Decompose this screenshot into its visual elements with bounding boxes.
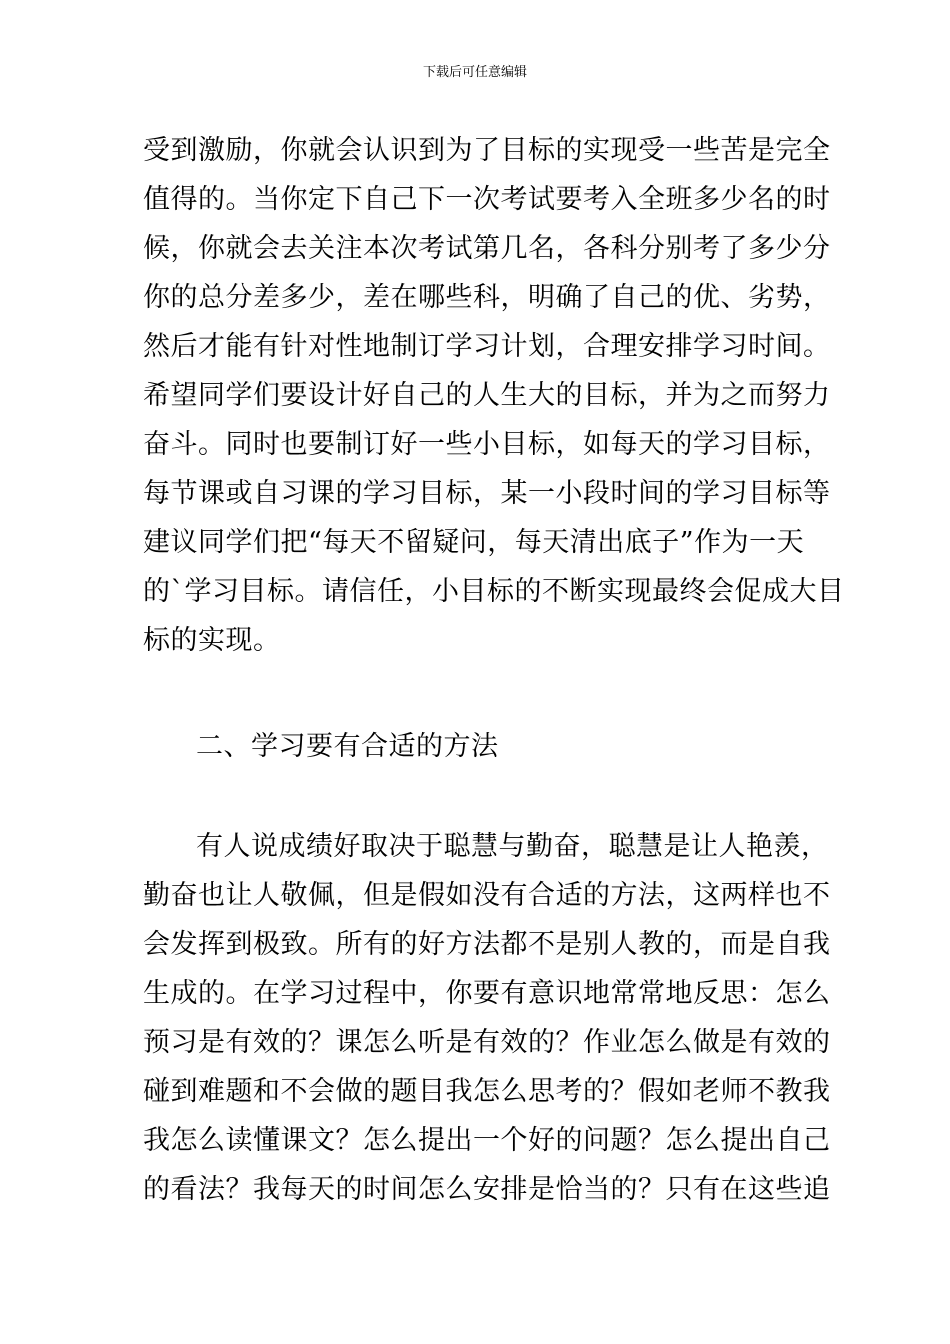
paragraph-line: 候，你就会去关注本次考试第几名，各科分别考了多少分 bbox=[143, 233, 831, 264]
paragraph-line: 建议同学们把“每天不留疑问，每天清出底子”作为一天 bbox=[143, 527, 805, 558]
paragraph-line: 我怎么读懂课文？怎么提出一个好的问题？怎么提出自己 bbox=[143, 1125, 831, 1156]
paragraph-line: 标的实现。 bbox=[143, 625, 281, 656]
paragraph-line: 有人说成绩好取决于聪慧与勤奋，聪慧是让人艳羡， bbox=[196, 831, 829, 862]
paragraph-line: 你的总分差多少，差在哪些科，明确了自己的优、劣势， bbox=[143, 282, 831, 313]
paragraph-line: 碰到难题和不会做的题目我怎么思考的？假如老师不教我 bbox=[143, 1076, 831, 1107]
paragraph-line: 奋斗。同时也要制订好一些小目标，如每天的学习目标， bbox=[143, 429, 831, 460]
paragraph-line: 生成的。在学习过程中，你要有意识地常常地反思：怎么 bbox=[143, 978, 831, 1009]
section-heading: 二、学习要有合适的方法 bbox=[196, 731, 499, 762]
paragraph-line: 预习是有效的？课怎么听是有效的？作业怎么做是有效的 bbox=[143, 1027, 831, 1058]
paragraph-line: 每节课或自习课的学习目标，某一小段时间的学习目标等 bbox=[143, 478, 831, 509]
paragraph-line: 希望同学们要设计好自己的人生大的目标，并为之而努力 bbox=[143, 380, 831, 411]
paragraph-line: 受到激励，你就会认识到为了目标的实现受一些苦是完全 bbox=[143, 135, 831, 166]
paragraph-line: 值得的。当你定下自己下一次考试要考入全班多少名的时 bbox=[143, 184, 831, 215]
paragraph-line: 勤奋也让人敬佩，但是假如没有合适的方法，这两样也不 bbox=[143, 880, 831, 911]
paragraph-line: 的看法？我每天的时间怎么安排是恰当的？只有在这些追 bbox=[143, 1174, 831, 1205]
header-note: 下载后可任意编辑 bbox=[422, 65, 527, 80]
paragraph-line: 然后才能有针对性地制订学习计划，合理安排学习时间。 bbox=[143, 331, 831, 362]
paragraph-line: 会发挥到极致。所有的好方法都不是别人教的，而是自我 bbox=[143, 929, 831, 960]
paragraph-line: 的`学习目标。请信任，小目标的不断实现最终会促成大目 bbox=[143, 576, 845, 607]
